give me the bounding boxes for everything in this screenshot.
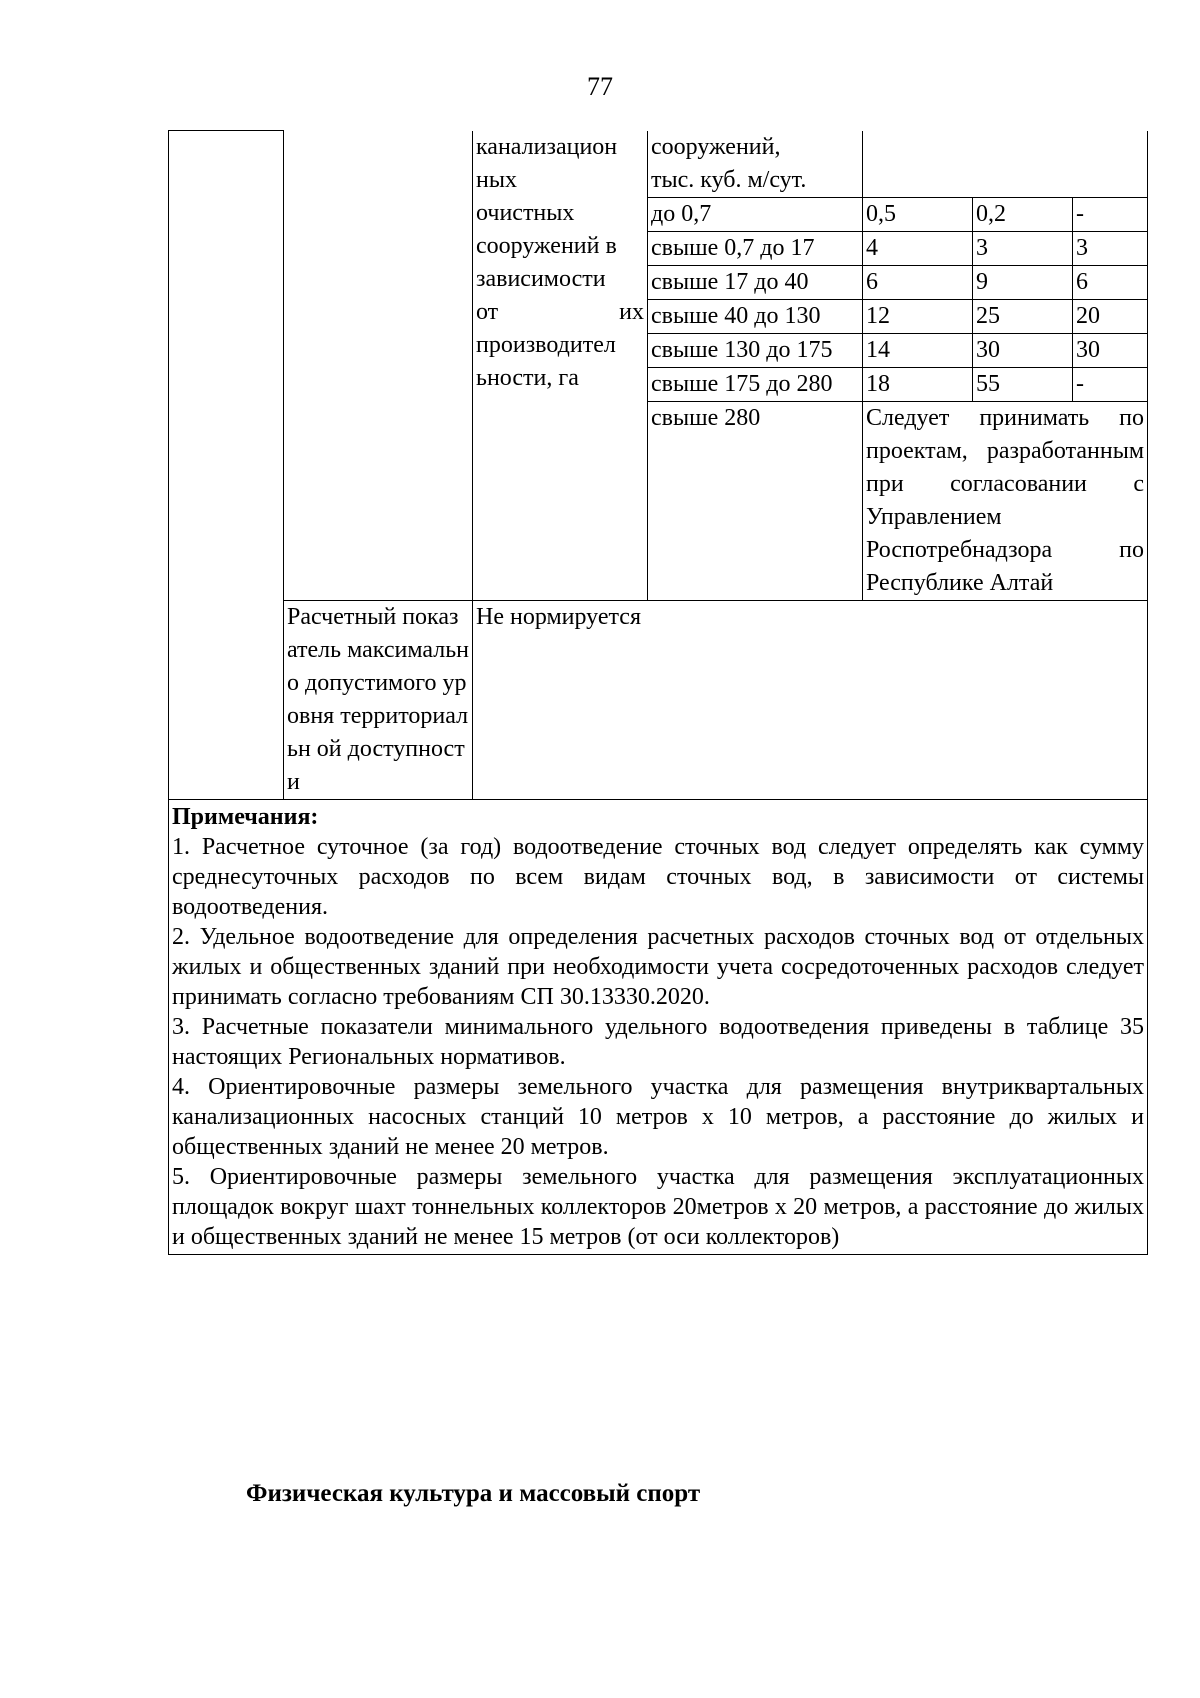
empty-cell <box>863 131 1148 198</box>
page-number: 77 <box>587 72 613 101</box>
note-item: 1. Расчетное суточное (за год) водоотведение сточных вод следует определять как сумму среднесуточных расходов по всем видам сточных вод, в зависимости от системы водоотведения. <box>172 833 1145 920</box>
capacity-range: свыше 0,7 до 17 <box>648 231 863 265</box>
zone-value: - <box>1073 197 1148 231</box>
empty-cell <box>169 131 284 800</box>
facility-line: канализацион <box>476 133 618 160</box>
capacity-range: свыше 280 <box>648 401 863 600</box>
capacity-header-line: тыс. куб. м/сут. <box>651 166 807 193</box>
zone-value: 6 <box>1073 265 1148 299</box>
section-heading: Физическая культура и массовый спорт <box>246 1480 701 1507</box>
zone-value: 18 <box>863 367 973 401</box>
note-item: 3. Расчетные показатели минимального удельного водоотведения приведены в таблице 35 настоящих Региональных нормативов. <box>172 1013 1145 1070</box>
facility-line: зависимости <box>476 265 606 292</box>
facility-line: ьности, га <box>476 364 579 391</box>
zone-value: 0,5 <box>863 197 973 231</box>
note-item: 5. Ориентировочные размеры земельного участка для размещения эксплуатационных площадок вокруг шахт тоннельных коллекторов 20метров х 20 метров, а расстояние до жилых и общественных зданий не менее 15 метров (от оси коллекторов) <box>172 1163 1145 1250</box>
facility-line: очистных <box>476 199 575 226</box>
project-note: Следует принимать по проектам, разработанным при согласовании с Управлением Роспотребнадзора по Республике Алтай <box>863 401 1148 600</box>
zone-value: 0,2 <box>973 197 1073 231</box>
table-row <box>169 131 1148 198</box>
indicator-value: Не нормируется <box>473 600 1148 799</box>
capacity-range: свыше 17 до 40 <box>648 265 863 299</box>
facility-line: ных <box>476 166 517 193</box>
zone-value: 30 <box>973 333 1073 367</box>
zone-value: - <box>1073 367 1148 401</box>
zone-value: 20 <box>1073 299 1148 333</box>
capacity-range: свыше 130 до 175 <box>648 333 863 367</box>
facility-line: сооружений в <box>476 232 617 259</box>
empty-cell <box>284 131 473 601</box>
zone-value: 3 <box>973 231 1073 265</box>
zone-value: 3 <box>1073 231 1148 265</box>
zone-value: 9 <box>973 265 1073 299</box>
zone-value: 4 <box>863 231 973 265</box>
table-row <box>169 600 1148 799</box>
notes-title: Примечания: <box>172 803 319 830</box>
facility-description <box>473 131 648 601</box>
notes-cell <box>169 799 1148 1254</box>
capacity-range: свыше 40 до 130 <box>648 299 863 333</box>
capacity-header <box>648 131 863 198</box>
capacity-range: свыше 175 до 280 <box>648 367 863 401</box>
capacity-header-line: сооружений, <box>651 133 781 160</box>
zone-value: 12 <box>863 299 973 333</box>
zone-value: 14 <box>863 333 973 367</box>
capacity-range: до 0,7 <box>648 197 863 231</box>
note-item: 4. Ориентировочные размеры земельного участка для размещения внутриквартальных канализационных насосных станций 10 метров х 10 метров, а расстояние до жилых и общественных зданий не менее 20 метров. <box>172 1073 1145 1160</box>
zone-value: 30 <box>1073 333 1148 367</box>
notes-row <box>169 799 1148 1254</box>
zone-value: 25 <box>973 299 1073 333</box>
indicator-label: Расчетный показатель максимально допустимого уровня территориальн ой доступности <box>284 600 473 799</box>
sanitary-zone-table <box>168 130 1148 1255</box>
zone-value: 6 <box>863 265 973 299</box>
facility-line: от их <box>476 298 644 325</box>
facility-line: производител <box>476 331 616 358</box>
zone-value: 55 <box>973 367 1073 401</box>
note-item: 2. Удельное водоотведение для определения расчетных расходов сточных вод от отдельных жилых и общественных зданий при необходимости учета сосредоточенных расходов следует принимать согласно требованиям СП 30.13330.2020. <box>172 923 1145 1010</box>
